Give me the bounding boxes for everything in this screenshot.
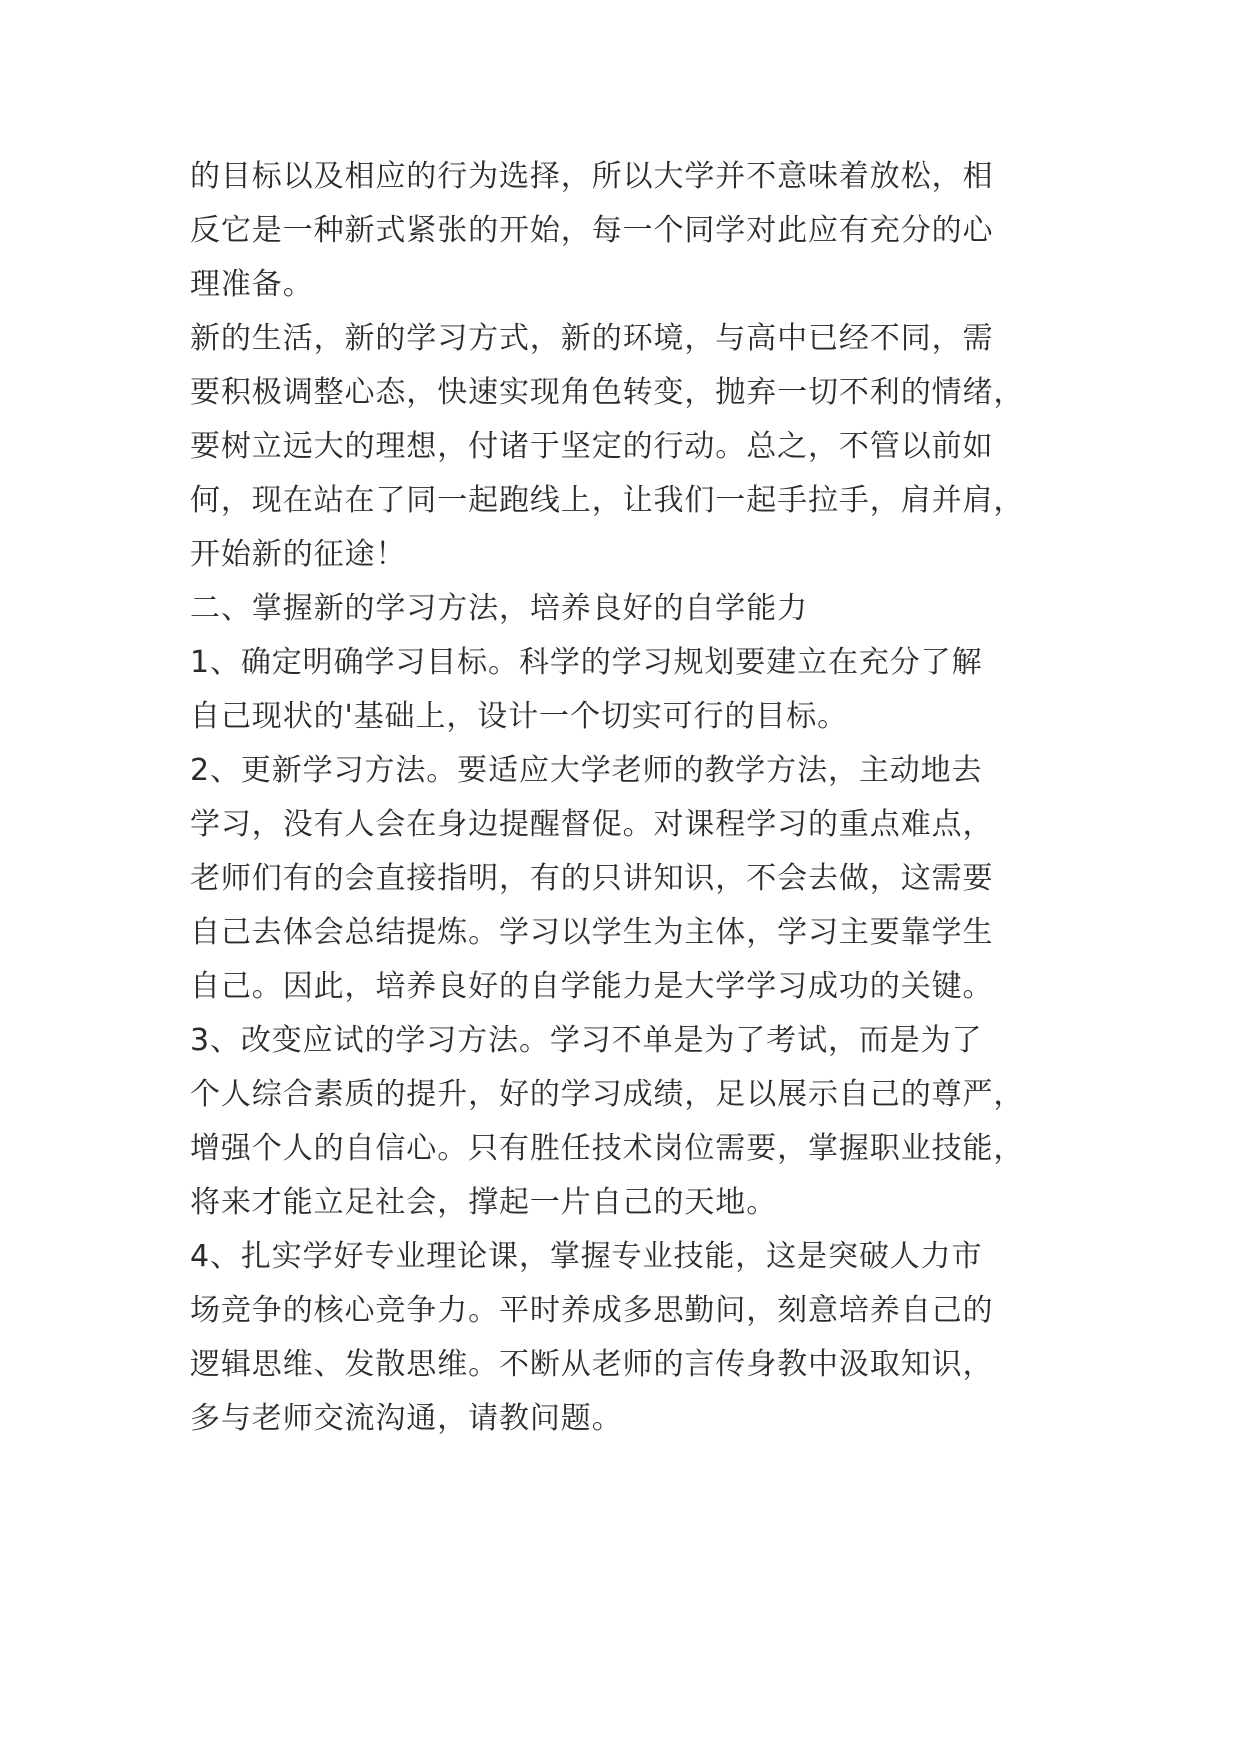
- text-line: 个人综合素质的提升，好的学习成绩，足以展示自己的尊严，: [190, 1077, 1025, 1112]
- text-line: 的目标以及相应的行为选择，所以大学并不意味着放松，相: [190, 159, 994, 194]
- text-line: 新的生活，新的学习方式，新的环境，与高中已经不同，需: [190, 321, 994, 356]
- text-line: 理准备。: [190, 267, 314, 302]
- text-line: 要树立远大的理想，付诸于坚定的行动。总之，不管以前如: [190, 429, 994, 464]
- text-line: 自己现状的'基础上，设计一个切实可行的目标。: [190, 699, 849, 734]
- text-line: 多与老师交流沟通，请教问题。: [190, 1401, 623, 1436]
- text-line: 开始新的征途！: [190, 537, 407, 572]
- text-line: 反它是一种新式紧张的开始，每一个同学对此应有充分的心: [190, 213, 994, 248]
- text-line: 自己去体会总结提炼。学习以学生为主体，学习主要靠学生: [190, 915, 994, 950]
- text-line: 将来才能立足社会，撑起一片自己的天地。: [190, 1185, 778, 1220]
- text-line: 自己。因此，培养良好的自学能力是大学学习成功的关键。: [190, 969, 994, 1004]
- text-line: 学习，没有人会在身边提醒督促。对课程学习的重点难点，: [190, 807, 994, 842]
- document-body: [190, 159, 1070, 1458]
- text-line: 要积极调整心态，快速实现角色转变，抛弃一切不利的情绪，: [190, 375, 1025, 410]
- text-line: 4、扎实学好专业理论课，掌握专业技能，这是突破人力市: [190, 1239, 983, 1274]
- text-line: 3、改变应试的学习方法。学习不单是为了考试，而是为了: [190, 1023, 983, 1058]
- text-line: 1、确定明确学习目标。科学的学习规划要建立在充分了解: [190, 645, 983, 680]
- text-line: 增强个人的自信心。只有胜任技术岗位需要，掌握职业技能，: [190, 1131, 1025, 1166]
- text-line: 2、更新学习方法。要适应大学老师的教学方法，主动地去: [190, 753, 983, 788]
- section-heading: 二、掌握新的学习方法，培养良好的自学能力: [190, 591, 808, 626]
- text-line: 场竞争的核心竞争力。平时养成多思勤问，刻意培养自己的: [190, 1293, 994, 1328]
- text-line: 逻辑思维、发散思维。不断从老师的言传身教中汲取知识，: [190, 1347, 994, 1382]
- text-line: 何，现在站在了同一起跑线上，让我们一起手拉手，肩并肩，: [190, 483, 1025, 518]
- text-line: 老师们有的会直接指明，有的只讲知识，不会去做，这需要: [190, 861, 994, 896]
